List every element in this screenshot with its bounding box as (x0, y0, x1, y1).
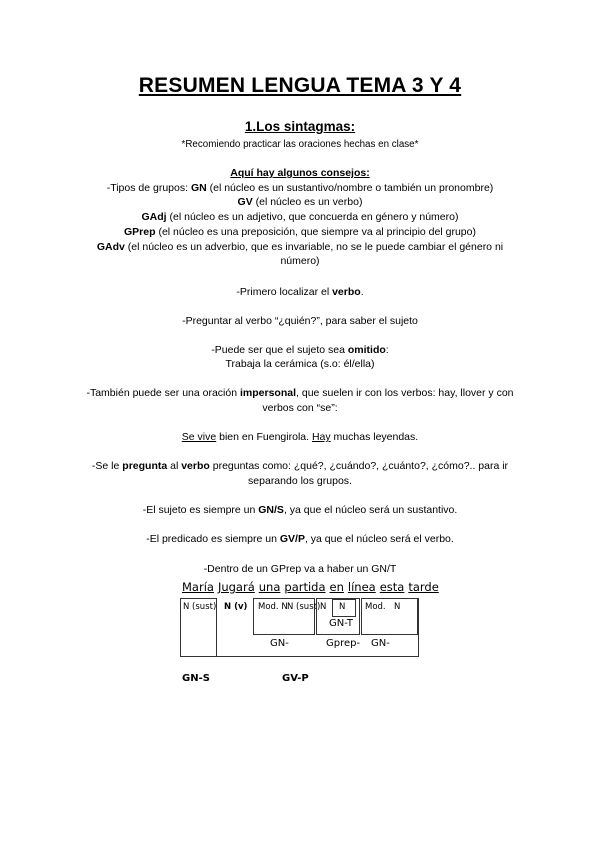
gprep-label: GPrep (124, 226, 156, 238)
example-part-b: bien en Fuengirola. (216, 431, 312, 443)
tip7-b: GV/P (279, 533, 305, 545)
tip6-b: GN/S (258, 504, 284, 516)
note-text: *Recomiendo practicar las oraciones hechas en clase* (181, 139, 419, 150)
label-gn-2: GN- (371, 638, 390, 649)
tip5-a: -Se le (91, 460, 123, 472)
label-n-inner: N (339, 602, 346, 612)
tip3-a: -Puede ser que el sujeto sea (211, 344, 348, 356)
tip-omitted-example: Trabaja la cerámica (s.o: él/ella) (225, 358, 375, 370)
groups-gadj-line (0, 210, 600, 224)
groups-gadv-line (0, 240, 600, 254)
tip4-c: , que suelen ir con los verbos: hay, llover y con (296, 387, 514, 399)
gadv-line-2: número) (280, 255, 320, 267)
tip-omitted-subject (0, 343, 600, 357)
word: María (182, 580, 214, 594)
label-n-end: N (394, 602, 401, 612)
label-gn-t: GN-T (329, 618, 354, 629)
tip-predicate (0, 532, 600, 546)
word: línea (347, 580, 376, 594)
tip5-d: verbo (181, 460, 210, 472)
analysis-sentence (182, 580, 443, 594)
gv-label: GV (237, 196, 253, 208)
tip-questions-2: separando los grupos. (248, 475, 352, 487)
label-gv-p: GV-P (282, 673, 309, 684)
page-title: RESUMEN LENGUA TEMA 3 Y 4 (138, 74, 462, 97)
label-n-prep: N (320, 602, 327, 612)
tip5-e: preguntas como: ¿qué?, ¿cuándo?, ¿cuánto?, ¿cómo?.. para ir (209, 460, 509, 472)
tip-gprep: -Dentro de un GPrep va a haber un GN/T (203, 563, 397, 575)
tip3-b: omitido (347, 344, 386, 356)
tip5-b: pregunta (122, 460, 168, 472)
tip1-b: verbo (332, 286, 361, 298)
tip7-a: -El predicado es siempre un (146, 533, 280, 545)
tip4-b: impersonal (239, 387, 297, 399)
tip6-a: -El sujeto es siempre un (142, 504, 259, 516)
tip5-c: al (167, 460, 182, 472)
tip3-c: : (385, 344, 389, 356)
gadv-desc: (el núcleo es un adverbio, que es invariable, no se le puede cambiar el género ni (124, 241, 504, 253)
gv-desc: (el núcleo es un verbo) (252, 196, 363, 208)
tip1-a: -Primero localizar el (236, 286, 333, 298)
word: tarde (408, 580, 439, 594)
word: en (329, 580, 344, 594)
gadj-desc: (el núcleo es un adjetivo, que concuerda en género y número) (166, 211, 459, 223)
tip6-c: , ya que el núcleo será un sustantivo. (283, 504, 458, 516)
example-part-d: muchas leyendas. (330, 431, 419, 443)
groups-gv-line (0, 195, 600, 209)
tip7-c: , ya que el núcleo será el verbo. (304, 533, 454, 545)
gn-label: GN (190, 182, 207, 194)
tip-impersonal-2: verbos con “se”: (262, 402, 338, 414)
word: esta (379, 580, 405, 594)
label-mod: Mod. (365, 602, 386, 612)
word: Jugará (217, 580, 255, 594)
label-gprep: Gprep- (326, 638, 361, 649)
tip-questions (0, 459, 600, 473)
predicate-right-border (418, 598, 419, 657)
label-n-sust: N (sust) (183, 602, 217, 612)
tip-ask-who: -Preguntar al verbo “¿quién?”, para saber el sujeto (182, 315, 418, 327)
example-se-vive: Se vive (181, 431, 217, 443)
advice-heading: Aquí hay algunos consejos: (230, 167, 370, 179)
gprep-desc: (el núcleo es una preposición, que siempre va al principio del grupo) (155, 226, 476, 238)
predicate-bottom-border (216, 656, 419, 657)
tip-locate-verb (0, 285, 600, 299)
example-hay: Hay (311, 431, 331, 443)
section-heading: 1.Los sintagmas: (244, 119, 356, 134)
label-n-sust-2: N (sust) (287, 602, 321, 612)
word: una (258, 580, 281, 594)
label-gn-s: GN-S (182, 673, 210, 684)
gadj-label: GAdj (141, 211, 167, 223)
groups-intro: -Tipos de grupos: (106, 182, 191, 194)
tip4-a: -También puede ser una oración (86, 387, 240, 399)
gadv-label: GAdv (96, 241, 125, 253)
groups-gn-line (0, 181, 600, 195)
predicate-left-border (216, 598, 217, 657)
tip-impersonal-example (0, 430, 600, 444)
tip1-c: . (360, 286, 364, 298)
label-mod-n: Mod. N (258, 602, 288, 612)
gn-desc: (el núcleo es un sustantivo/nombre o también un pronombre) (206, 182, 494, 194)
tip-subject (0, 503, 600, 517)
word: partida (284, 580, 326, 594)
label-gn: GN- (270, 638, 289, 649)
label-n-v: N (v) (224, 602, 248, 612)
tip-impersonal (0, 386, 600, 400)
groups-gprep-line (0, 225, 600, 239)
